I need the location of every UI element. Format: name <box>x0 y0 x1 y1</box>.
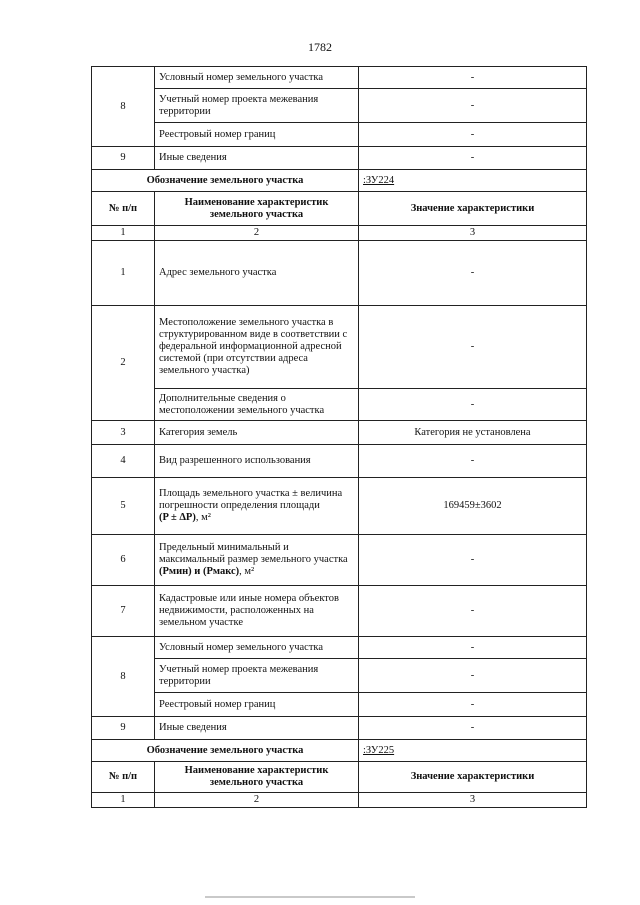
header-number: № п/п <box>92 762 155 793</box>
row-name: Условный номер земельного участка <box>155 637 359 659</box>
table-row <box>92 478 587 535</box>
row-value: - <box>359 389 587 421</box>
plot-designation-label: Обозначение земельного участка <box>92 170 359 192</box>
land-plot-table <box>91 66 587 808</box>
row-name: Категория земель <box>155 421 359 445</box>
table-row <box>92 659 587 693</box>
row-number: 2 <box>92 306 155 421</box>
header-value: Значение характеристики <box>359 192 587 226</box>
table-row <box>92 586 587 637</box>
plot-designation-row <box>92 170 587 192</box>
plot-designation-code: :ЗУ224 <box>359 170 587 192</box>
row-number: 9 <box>92 717 155 740</box>
table-row <box>92 241 587 306</box>
row-name: Реестровый номер границ <box>155 123 359 147</box>
plot-designation-row <box>92 740 587 762</box>
row-value: Категория не установлена <box>359 421 587 445</box>
column-index: 1 <box>92 226 155 241</box>
row-value: - <box>359 693 587 717</box>
row-value: - <box>359 445 587 478</box>
row-name <box>155 478 359 535</box>
header-value: Значение характеристики <box>359 762 587 793</box>
table-row <box>92 147 587 170</box>
area-formula: (P ± ΔP) <box>159 512 196 523</box>
area-label: Площадь земельного участка ± величина погрешности определения площади <box>159 488 343 511</box>
row-value: - <box>359 637 587 659</box>
column-index: 3 <box>359 226 587 241</box>
size-unit: , м² <box>239 566 255 577</box>
row-value: 169459±3602 <box>359 478 587 535</box>
row-value: - <box>359 67 587 89</box>
row-name: Иные сведения <box>155 717 359 740</box>
header-number: № п/п <box>92 192 155 226</box>
table-header-row <box>92 762 587 793</box>
row-name <box>155 535 359 586</box>
table-row <box>92 535 587 586</box>
row-number: 8 <box>92 637 155 717</box>
row-value: - <box>359 717 587 740</box>
row-number: 8 <box>92 67 155 147</box>
row-name: Дополнительные сведения о местоположении земельного участка <box>155 389 359 421</box>
table-row <box>92 445 587 478</box>
row-name: Кадастровые или иные номера объектов недвижимости, расположенных на земельном участке <box>155 586 359 637</box>
row-value: - <box>359 89 587 123</box>
table-row <box>92 123 587 147</box>
row-name: Адрес земельного участка <box>155 241 359 306</box>
table-header-row <box>92 192 587 226</box>
column-index: 3 <box>359 793 587 808</box>
table-row <box>92 717 587 740</box>
row-name: Условный номер земельного участка <box>155 67 359 89</box>
row-number: 4 <box>92 445 155 478</box>
table-row <box>92 67 587 89</box>
table-row <box>92 389 587 421</box>
table-row <box>92 693 587 717</box>
row-value: - <box>359 147 587 170</box>
row-number: 6 <box>92 535 155 586</box>
column-index: 2 <box>155 793 359 808</box>
header-characteristic: Наименование характеристик земельного участка <box>155 192 359 226</box>
plot-designation-label: Обозначение земельного участка <box>92 740 359 762</box>
row-value: - <box>359 659 587 693</box>
size-formula: (Pмин) и (Pмакс) <box>159 566 240 577</box>
row-value: - <box>359 535 587 586</box>
column-index: 2 <box>155 226 359 241</box>
row-name: Реестровый номер границ <box>155 693 359 717</box>
row-value: - <box>359 123 587 147</box>
table-row <box>92 637 587 659</box>
row-number: 1 <box>92 241 155 306</box>
header-characteristic: Наименование характеристик земельного участка <box>155 762 359 793</box>
area-unit: , м² <box>195 512 211 523</box>
row-name: Местоположение земельного участка в структурированном виде в соответствии с федеральной информационной адресной системой (при отсутствии адреса земельного участка) <box>155 306 359 389</box>
row-number: 9 <box>92 147 155 170</box>
row-value: - <box>359 586 587 637</box>
row-name: Иные сведения <box>155 147 359 170</box>
plot-designation-code: :ЗУ225 <box>359 740 587 762</box>
row-value: - <box>359 306 587 389</box>
table-row <box>92 421 587 445</box>
row-name: Учетный номер проекта межевания территории <box>155 659 359 693</box>
row-name: Учетный номер проекта межевания территории <box>155 89 359 123</box>
table-row <box>92 89 587 123</box>
column-index-row <box>92 793 587 808</box>
table-row <box>92 306 587 389</box>
row-number: 7 <box>92 586 155 637</box>
column-index-row <box>92 226 587 241</box>
row-number: 5 <box>92 478 155 535</box>
column-index: 1 <box>92 793 155 808</box>
row-number: 3 <box>92 421 155 445</box>
row-value: - <box>359 241 587 306</box>
scan-artifact-line <box>205 896 415 898</box>
row-name: Вид разрешенного использования <box>155 445 359 478</box>
page-number: 1782 <box>308 40 332 54</box>
size-label: Предельный минимальный и максимальный размер земельного участка <box>159 542 348 565</box>
